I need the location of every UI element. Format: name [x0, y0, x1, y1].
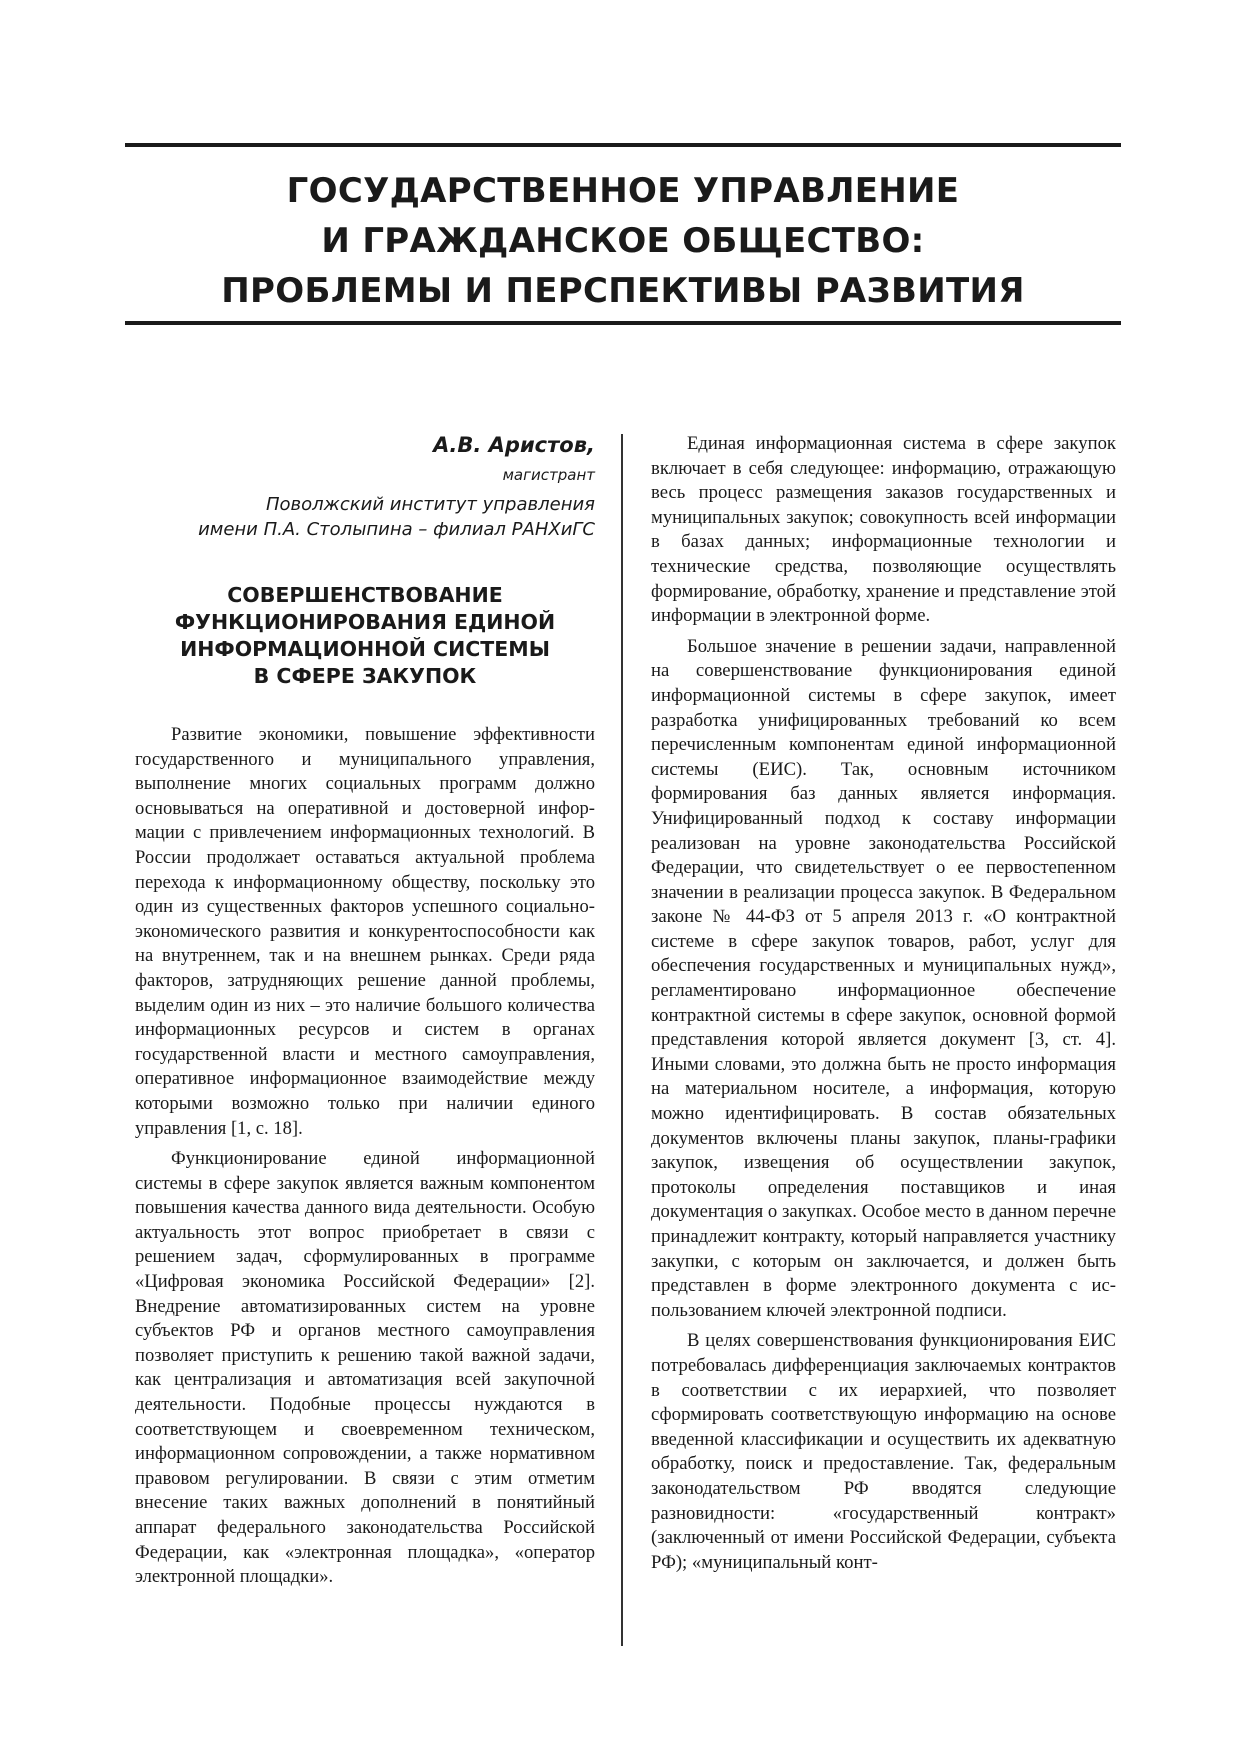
affiliation-line: имени П.А. Столыпина – филиал РАНХиГС: [198, 519, 595, 540]
section-title: [125, 166, 1121, 316]
section-title-line: ГОСУДАРСТВЕННОЕ УПРАВЛЕНИЕ: [286, 171, 960, 211]
section-title-line: ПРОБЛЕМЫ И ПЕРСПЕКТИВЫ РАЗВИТИЯ: [221, 271, 1025, 311]
article-title-line: ФУНКЦИОНИРОВАНИЯ ЕДИНОЙ: [174, 610, 556, 634]
body-paragraph: Развитие экономики, повышение эффективности государственного и муниципального управления, выполнение многих социальных программ должно основываться на оперативной и достоверной информации с привлечением информационных технологий. В России продолжает оставаться актуальной проблема перехода к информационному обществу, поскольку это один из существенных факторов успешного социально-экономического развития и конкурентоспособности как на внутреннем, так и на внешнем рынках. Среди ряда факторов, затрудняющих решение данной проблемы, выделим один из них – это наличие большого количества информационных ресурсов и систем в органах государственной власти и местного самоуправления, оперативное информационное взаимодействие между которыми возможно только при наличии единого управления [1, с. 18].: [135, 724, 595, 1139]
column-divider: [621, 434, 623, 1646]
right-column: [651, 432, 1116, 1575]
top-rule: [125, 143, 1121, 147]
author-block: [135, 430, 595, 542]
article-title-line: СОВЕРШЕНСТВОВАНИЕ: [227, 583, 503, 607]
body-paragraph: Функционирование единой информационной системы в сфере закупок является важным компонентом повышения качества данного вида деятельности. Особую актуальность этот вопрос приобретает в связи с решением задач, сформулированных в программе «Цифровая экономика Российской Федерации» [2]. Внедрение автоматизированных систем на уровне субъектов РФ и органов местного самоуправления позволяет приступить к решению такой важной задачи, как централизация и автоматизация всей закупочной деятельности. Подобные процессы нуждаются в соответствующем и своевременном техническом, информационном сопровождении, а также нормативном правовом регулировании. В связи с этим отметим внесение таких важных дополнений в понятийный аппарат федерального законодательства Российской Федерации, как «электронная площадка», «оператор электронной площадки».: [135, 1148, 595, 1588]
author-role: магистрант: [502, 466, 595, 484]
affiliation-line: Поволжский институт управления: [265, 494, 595, 515]
article-title-line: В СФЕРЕ ЗАКУПОК: [253, 664, 477, 688]
author-affiliation: [135, 492, 595, 542]
section-title-line: И ГРАЖДАНСКОЕ ОБЩЕСТВО:: [321, 221, 925, 261]
body-paragraph: В целях совершенствования функционирования ЕИС потребовалась дифференциация заключаемых контрактов в соответствии с их иерархией, что позволяет сформировать соответствующую информацию на основе введенной классификации и осуществить их адекватную обработку, поиск и предоставление. Так, федеральным законодательством РФ вводятся следующие разновидности: «государственный контракт» (заключенный от имени Российской Федерации, субъекта РФ); «муниципальный конт-: [651, 1330, 1116, 1573]
article-title-line: ИНФОРМАЦИОННОЙ СИСТЕМЫ: [180, 637, 550, 661]
left-column: [135, 430, 595, 1590]
body-paragraph: Большое значение в решении задачи, направленной на совершенствование функционирования единой информационной системы в сфере закупок, имеет разработка унифицированных требований ко всем перечисленным компонентам единой информационной системы (ЕИС). Так, основным источником формирования баз данных является информация. Унифицированный подход к составу информации реализован на уровне законодательства Российской Федерации, что свидетельствует о ее первостепенном значении в реализации процесса закупок. В Федеральном законе № 44-ФЗ от 5 апреля 2013 г. «О контрактной системе в сфере закупок товаров, работ, услуг для обеспечения государственных и муниципальных нужд», регламентировано информационное обеспечение контрактной системы в сфере закупок, основной формой представления которой является документ [3, ст. 4]. Иными словами, это должна быть не просто информация на материальном носителе, а информация, которую можно идентифицировать. В состав обязательных документов включены планы закупок, планы-графики закупок, извещения об осуществлении закупок, протоколы определения поставщиков и иная документация о закупках. Особое место в данном перечне принадлежит контракту, который направляется участнику закупки, с которым он заключается, и должен быть представлен в форме электронного документа с использованием ключей электронной подписи.: [651, 635, 1116, 1321]
author-name: А.В. Аристов,: [433, 433, 595, 457]
bottom-rule: [125, 321, 1121, 325]
body-paragraph: Единая информационная система в сфере закупок включает в себя следующее: информацию, отражающую весь процесс размещения заказов государственных и муниципальных закупок; совокупность всей информации в базах данных; информационные технологии и технические средства, позволяющие осуществлять формирование, обработку, хранение и представление этой информации в электронной форме.: [651, 433, 1116, 627]
article-title: [135, 582, 595, 690]
